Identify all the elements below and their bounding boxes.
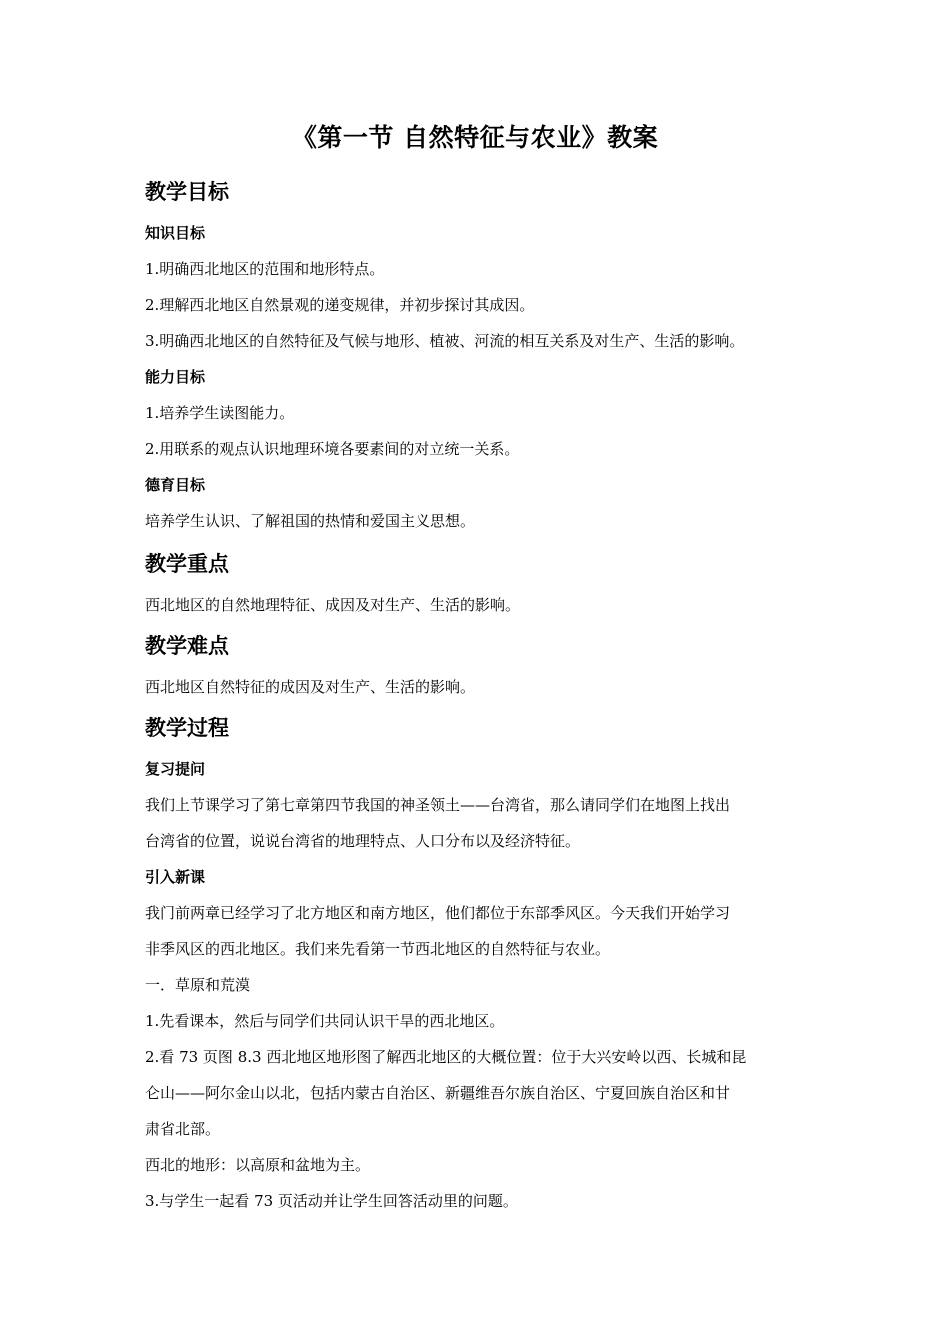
- step-1: 1.先看课本，然后与同学们共同认识干旱的西北地区。: [145, 1012, 505, 1030]
- heading-process: 教学过程: [145, 716, 229, 740]
- review-line-1: 我们上节课学习了第七章第四节我国的神圣领土——台湾省，那么请同学们在地图上找出: [145, 796, 731, 814]
- step-2-line-1: 2.看 73 页图 8.3 西北地区地形图了解西北地区的大概位置：位于大兴安岭以西、长城和昆: [145, 1048, 747, 1066]
- subheading-intro: 引入新课: [145, 868, 206, 886]
- intro-line-1: 我门前两章已经学习了北方地区和南方地区，他们都位于东部季风区。今天我们开始学习: [145, 904, 731, 922]
- subheading-knowledge: 知识目标: [145, 224, 206, 242]
- subheading-ability: 能力目标: [145, 368, 206, 386]
- document-title: 《第一节 自然特征与农业》教案: [291, 123, 659, 152]
- review-line-2: 台湾省的位置，说说台湾省的地理特点、人口分布以及经济特征。: [145, 832, 581, 850]
- step-2-line-2: 仑山——阿尔金山以北，包括内蒙古自治区、新疆维吾尔族自治区、宁夏回族自治区和甘: [145, 1084, 731, 1102]
- knowledge-item-2: 2.理解西北地区自然景观的递变规律，并初步探讨其成因。: [145, 296, 535, 314]
- intro-line-2: 非季风区的西北地区。我们来先看第一节西北地区的自然特征与农业。: [145, 940, 611, 958]
- subheading-review: 复习提问: [145, 760, 206, 778]
- ability-item-2: 2.用联系的观点认识地理环境各要素间的对立统一关系。: [145, 440, 520, 458]
- terrain-text: 西北的地形：以高原和盆地为主。: [145, 1156, 371, 1174]
- step-2-line-3: 肃省北部。: [145, 1120, 221, 1138]
- step-3: 3.与学生一起看 73 页活动并让学生回答活动里的问题。: [145, 1192, 518, 1210]
- knowledge-item-3: 3.明确西北地区的自然特征及气候与地形、植被、河流的相互关系及对生产、生活的影响。: [145, 332, 745, 350]
- difficulties-text: 西北地区自然特征的成因及对生产、生活的影响。: [145, 678, 476, 696]
- heading-key-points: 教学重点: [145, 552, 229, 576]
- key-points-text: 西北地区的自然地理特征、成因及对生产、生活的影响。: [145, 596, 521, 614]
- ability-item-1: 1.培养学生读图能力。: [145, 404, 295, 422]
- section-grassland-desert: 一．草原和荒漠: [145, 976, 251, 994]
- subheading-moral: 德育目标: [145, 476, 206, 494]
- knowledge-item-1: 1.明确西北地区的范围和地形特点。: [145, 260, 385, 278]
- moral-text: 培养学生认识、了解祖国的热情和爱国主义思想。: [145, 512, 476, 530]
- heading-difficulties: 教学难点: [145, 634, 229, 658]
- heading-objectives: 教学目标: [145, 180, 229, 204]
